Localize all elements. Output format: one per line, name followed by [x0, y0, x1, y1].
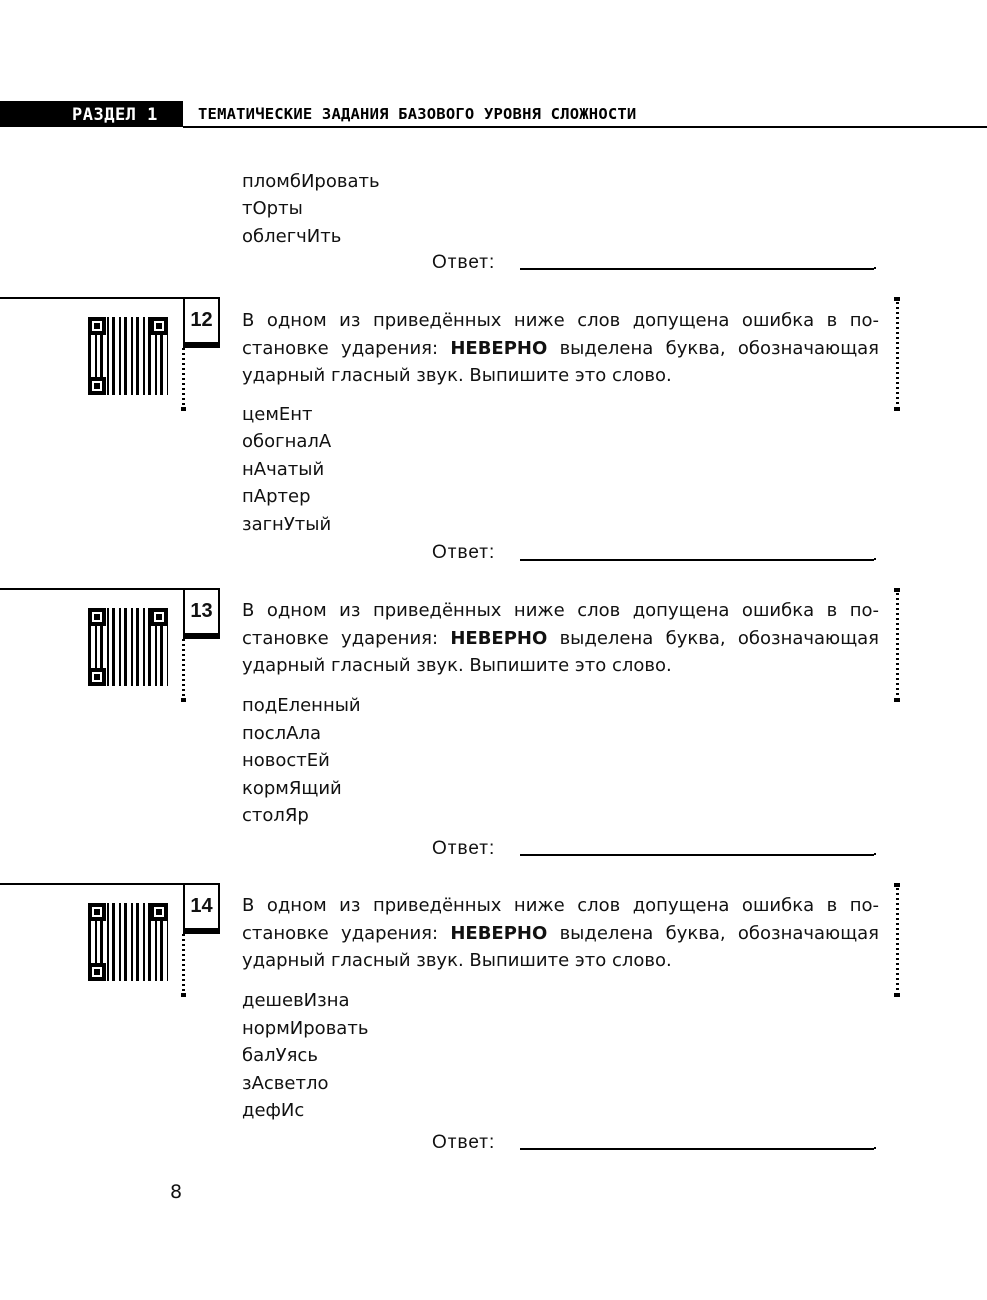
question-line-2: становке ударения: НЕВЕРНО выделена буква, обозначающая — [242, 338, 880, 359]
word-option: балУясь — [242, 1045, 318, 1066]
word-option: столЯр — [242, 805, 309, 826]
word-option: дешевИзна — [242, 990, 350, 1011]
dotted-border — [896, 883, 899, 995]
emphasis-text: НЕВЕРНО — [450, 923, 548, 944]
qr-code-icon — [88, 317, 168, 395]
task-number-box — [183, 883, 220, 934]
task-rule — [0, 883, 183, 885]
task-rule — [0, 297, 183, 299]
question-line-3: ударный гласный звук. Выпишите это слово. — [242, 950, 672, 971]
answer-period — [874, 1147, 876, 1149]
dotted-border-end — [181, 698, 186, 702]
dotted-border-cap — [894, 993, 900, 997]
dotted-border — [182, 639, 185, 701]
task-number: 13 — [190, 600, 213, 622]
answer-label: Ответ: — [432, 252, 496, 273]
word-option: кормЯщий — [242, 778, 342, 799]
dotted-border — [896, 588, 899, 700]
section-label: РАЗДЕЛ 1 — [72, 105, 158, 125]
word-option: цемЕнт — [242, 404, 313, 425]
emphasis-text: НЕВЕРНО — [450, 338, 548, 359]
answer-period — [874, 267, 876, 269]
answer-period — [874, 558, 876, 560]
word-option: пломбИровать — [242, 171, 380, 192]
question-line-2: становке ударения: НЕВЕРНО выделена буква, обозначающая — [242, 923, 880, 944]
dotted-border — [182, 348, 185, 410]
answer-label: Ответ: — [432, 1132, 496, 1153]
question-line-3: ударный гласный звук. Выпишите это слово. — [242, 365, 672, 386]
dotted-border — [896, 297, 899, 409]
dotted-border-cap — [894, 883, 900, 887]
word-option: нАчатый — [242, 459, 325, 480]
word-option: послАла — [242, 723, 322, 744]
header-rule — [183, 126, 987, 128]
word-option: дефИс — [242, 1100, 305, 1121]
word-option: обогналА — [242, 431, 332, 452]
dotted-border — [182, 934, 185, 996]
section-header — [0, 101, 987, 129]
answer-line[interactable] — [520, 854, 874, 856]
task-number: 14 — [190, 895, 213, 917]
answer-period — [874, 853, 876, 855]
question-line-1: В одном из приведённых ниже слов допущена ошибка в по- — [242, 895, 879, 916]
word-option: подЕленный — [242, 695, 361, 716]
task-number-box — [183, 588, 220, 639]
question-line-2: становке ударения: НЕВЕРНО выделена буква, обозначающая — [242, 628, 880, 649]
dotted-border-cap — [894, 588, 900, 592]
qr-code-icon — [88, 903, 168, 981]
question-line-1: В одном из приведённых ниже слов допущена ошибка в по- — [242, 600, 879, 621]
answer-line[interactable] — [520, 1148, 874, 1150]
answer-label: Ответ: — [432, 838, 496, 859]
dotted-border-cap — [894, 407, 900, 411]
section-label-box — [0, 101, 183, 127]
question-line-1: В одном из приведённых ниже слов допущена ошибка в по- — [242, 310, 879, 331]
dotted-border-end — [181, 407, 186, 411]
task-rule — [0, 588, 183, 590]
word-option: облегчИть — [242, 226, 342, 247]
dotted-border-cap — [894, 698, 900, 702]
word-option: пАртер — [242, 486, 311, 507]
page-number: 8 — [170, 1181, 183, 1203]
word-option: нормИровать — [242, 1018, 369, 1039]
dotted-border-end — [181, 993, 186, 997]
answer-line[interactable] — [520, 559, 874, 561]
task-number: 12 — [190, 309, 213, 331]
question-line-3: ударный гласный звук. Выпишите это слово. — [242, 655, 672, 676]
word-option: тОрты — [242, 198, 303, 219]
emphasis-text: НЕВЕРНО — [450, 628, 548, 649]
answer-label: Ответ: — [432, 542, 496, 563]
section-title: ТЕМАТИЧЕСКИЕ ЗАДАНИЯ БАЗОВОГО УРОВНЯ СЛОЖНОСТИ — [198, 105, 637, 123]
dotted-border-cap — [894, 297, 900, 301]
answer-line[interactable] — [520, 268, 874, 270]
word-option: зАсветло — [242, 1073, 329, 1094]
word-option: загнУтый — [242, 514, 332, 535]
task-number-box — [183, 297, 220, 348]
qr-code-icon — [88, 608, 168, 686]
word-option: новостЕй — [242, 750, 330, 771]
